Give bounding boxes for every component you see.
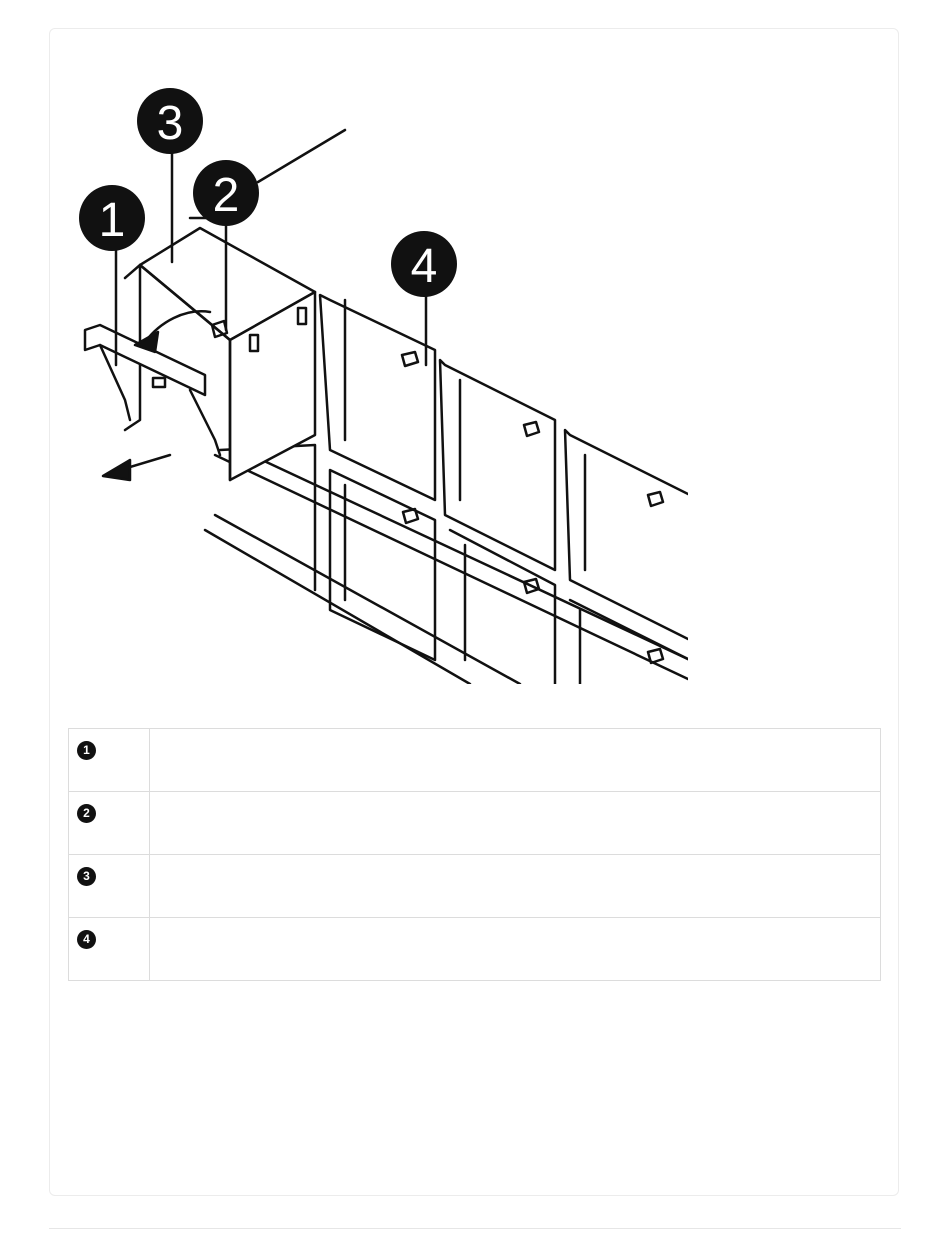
legend-description	[150, 918, 880, 946]
legend-row	[69, 792, 881, 855]
legend-description-cell	[150, 729, 881, 792]
legend-description-cell	[150, 855, 881, 918]
callout-4	[391, 231, 457, 297]
legend-row	[69, 729, 881, 792]
callout-legend-table	[68, 728, 881, 981]
callout-3	[137, 88, 203, 154]
legend-number-cell	[69, 918, 150, 981]
legend-number-cell	[69, 729, 150, 792]
legend-description	[150, 855, 880, 883]
fan-module-removal-illustration	[68, 88, 688, 684]
callout-badge-2: 2	[77, 804, 96, 823]
svg-text:1: 1	[98, 194, 126, 247]
legend-row	[69, 918, 881, 981]
svg-text:2: 2	[212, 169, 240, 222]
callout-badge-4: 4	[77, 930, 96, 949]
svg-text:3: 3	[156, 97, 184, 150]
callout-1	[79, 185, 145, 251]
legend-row	[69, 855, 881, 918]
callout-badge-1: 1	[77, 741, 96, 760]
callout-2	[193, 160, 259, 226]
legend-description-cell	[150, 918, 881, 981]
legend-description	[150, 729, 880, 757]
footer-divider	[49, 1228, 901, 1229]
legend-number-cell	[69, 792, 150, 855]
legend-number-cell	[69, 855, 150, 918]
legend-description	[150, 792, 880, 820]
svg-text:4: 4	[410, 240, 438, 293]
legend-description-cell	[150, 792, 881, 855]
callout-badge-3: 3	[77, 867, 96, 886]
